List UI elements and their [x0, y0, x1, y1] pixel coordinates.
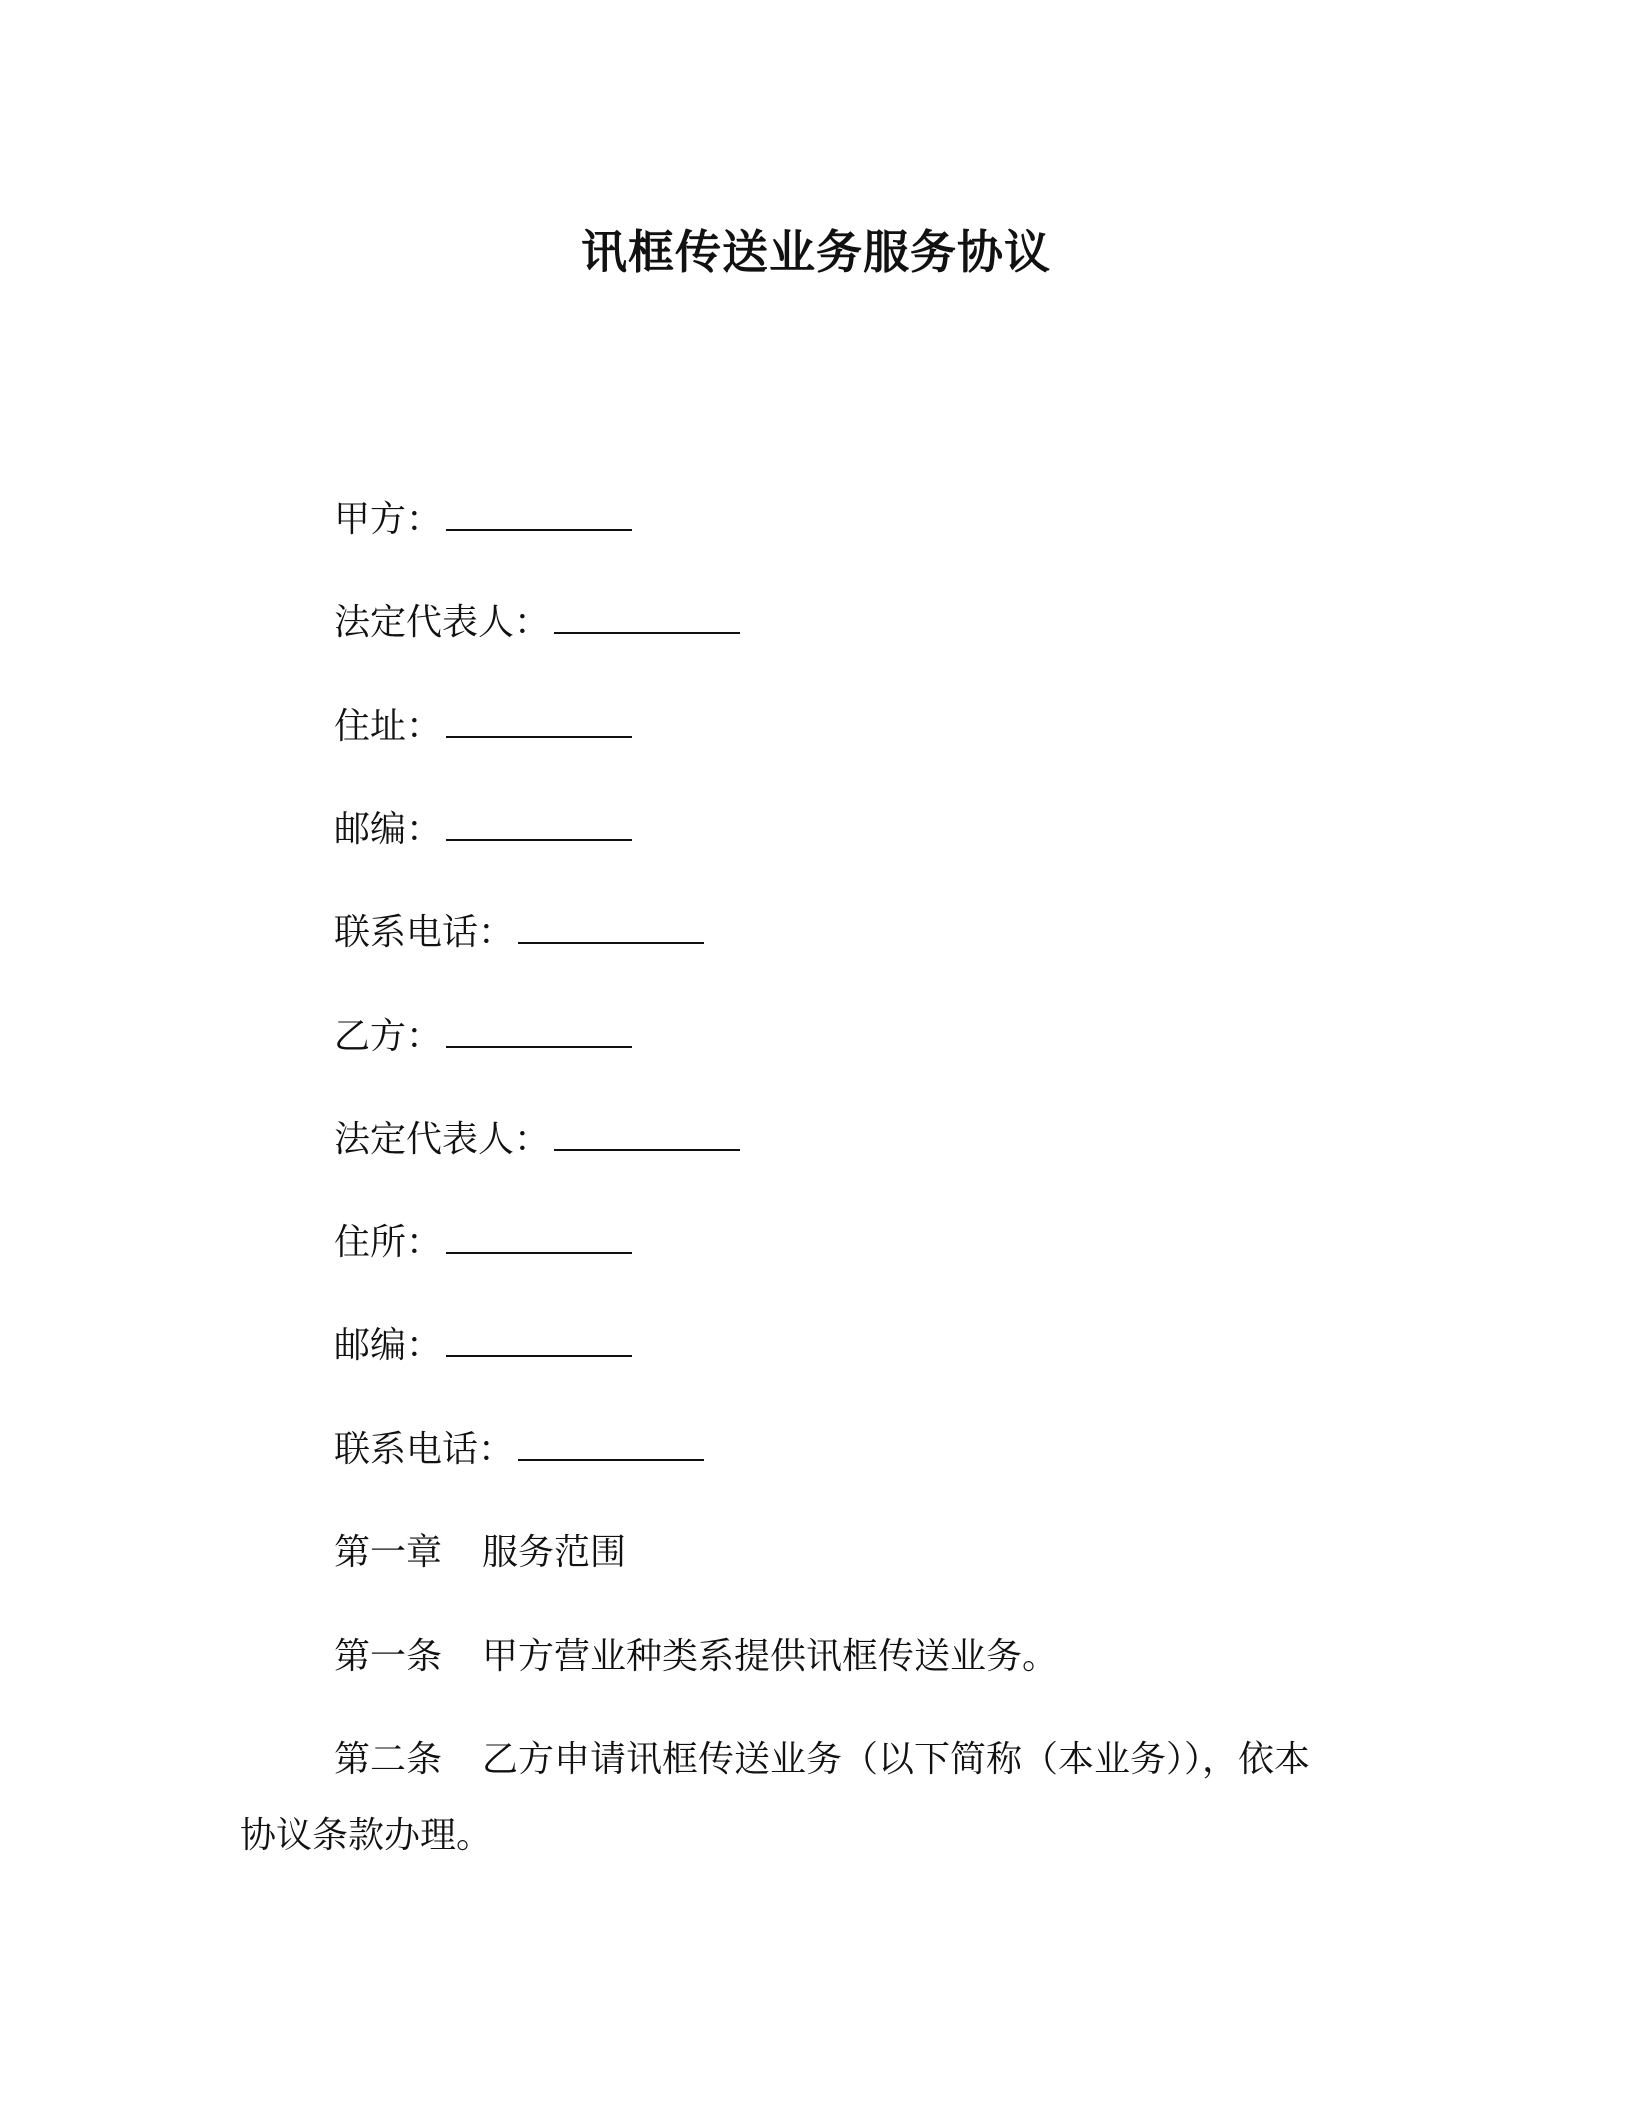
fill-blank: [446, 706, 632, 738]
party-a-field: [334, 496, 632, 544]
fill-blank: [446, 809, 632, 841]
article-text-line-1: 乙方申请讯框传送业务（以下简称（本业务）），依本: [482, 1739, 1311, 1780]
field-label: 邮编：: [334, 809, 443, 850]
fill-blank: [518, 1429, 704, 1461]
field-label: 法定代表人：: [334, 602, 551, 643]
field-label: 甲方：: [334, 499, 443, 540]
article-number: 第一条: [334, 1636, 443, 1677]
party-b-field: [334, 1013, 632, 1061]
document-title: 讯框传送业务服务协议: [581, 225, 1051, 279]
field-label: 住址：: [334, 706, 443, 747]
field-label: 联系电话：: [334, 912, 515, 953]
party-a-address-field: [334, 703, 632, 751]
fill-blank: [446, 1222, 632, 1254]
fill-blank: [446, 499, 632, 531]
fill-blank: [518, 912, 704, 944]
party-a-postcode-field: [334, 806, 632, 854]
article-2: [334, 1736, 1310, 1784]
party-a-legal-rep-field: [334, 599, 740, 647]
fill-blank: [554, 1119, 740, 1151]
fill-blank: [446, 1325, 632, 1357]
field-label: 乙方：: [334, 1016, 443, 1057]
fill-blank: [446, 1016, 632, 1048]
chapter-1-heading: [334, 1529, 626, 1577]
article-1: [334, 1633, 1058, 1681]
article-text-line-2: 协议条款办理。: [240, 1815, 493, 1856]
chapter-title: 服务范围: [482, 1532, 627, 1573]
party-a-phone-field: [334, 909, 704, 957]
article-text: 甲方营业种类系提供讯框传送业务。: [482, 1636, 1059, 1677]
field-label: 住所：: [334, 1222, 443, 1263]
party-b-residence-field: [334, 1219, 632, 1267]
article-number: 第二条: [334, 1739, 443, 1780]
fill-blank: [554, 602, 740, 634]
field-label: 法定代表人：: [334, 1119, 551, 1160]
party-b-postcode-field: [334, 1322, 632, 1370]
field-label: 联系电话：: [334, 1429, 515, 1470]
party-b-phone-field: [334, 1426, 704, 1474]
chapter-number: 第一章: [334, 1532, 443, 1573]
party-b-legal-rep-field: [334, 1116, 740, 1164]
article-2-continuation: [240, 1812, 492, 1860]
field-label: 邮编：: [334, 1325, 443, 1366]
